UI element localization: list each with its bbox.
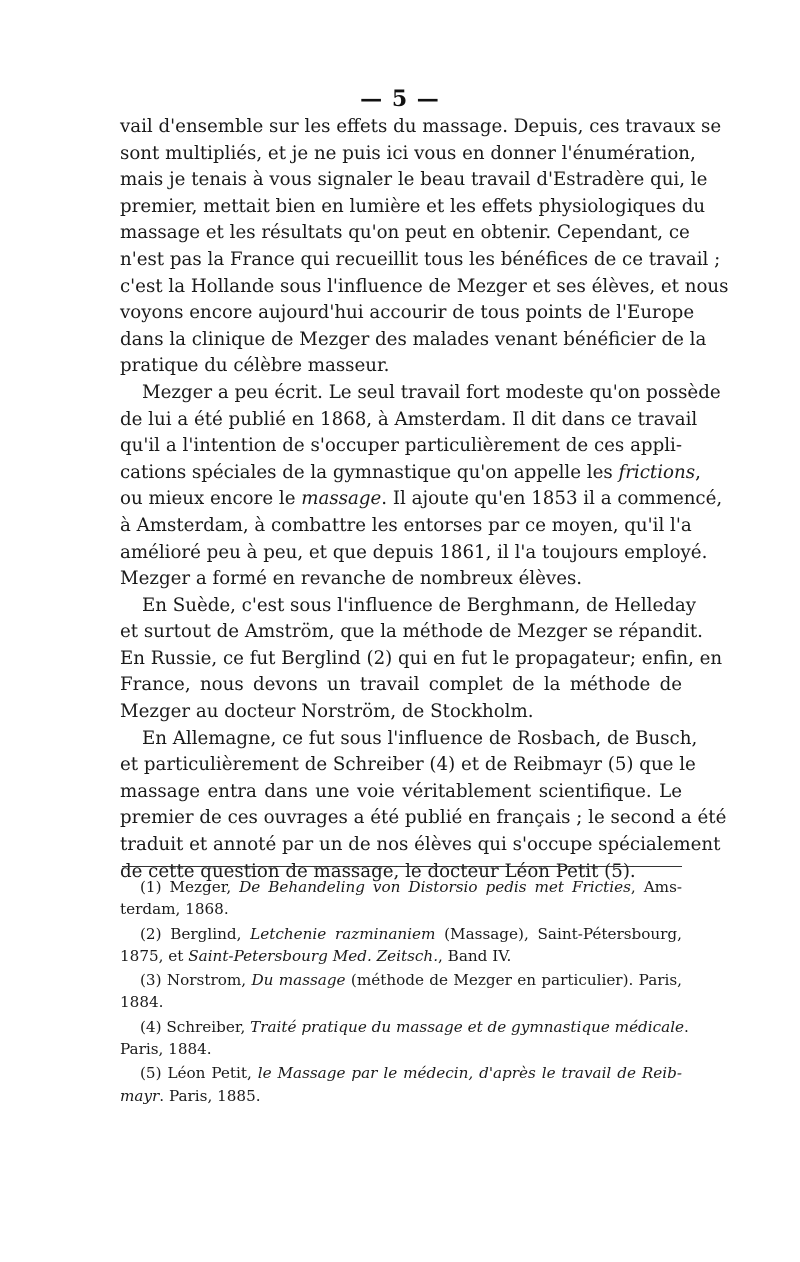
- citation-title: De Behandeling von Distorsio pedis met Fricties: [239, 878, 631, 896]
- body-line: traduit et annoté par un de nos élèves qui s'occupe spécialement: [120, 834, 721, 856]
- body-line: En Allemagne, ce fut sous l'influence de Rosbach, de Busch,: [142, 727, 698, 749]
- body-line: ou mieux encore le massage. Il ajoute qu'en 1853 il a commencé,: [120, 488, 723, 510]
- footnote-line: (4) Schreiber, Traité pratique du massage et de gymnastique médicale.: [140, 1017, 689, 1036]
- citation-title: Letchenie razminaniem: [250, 924, 436, 943]
- body-line: premier de ces ouvrages a été publié en français ; le second a été: [120, 807, 727, 829]
- body-line: En Russie, ce fut Berglind (2) qui en fut le propagateur; enfin, en: [120, 647, 723, 669]
- body-line: voyons encore aujourd'hui accourir de tous points de l'Europe: [120, 302, 695, 324]
- citation-title: mayr: [120, 1086, 160, 1105]
- body-line: c'est la Hollande sous l'influence de Mezger et ses élèves, et nous: [120, 275, 729, 297]
- footnote-line: Paris, 1884.: [120, 1040, 212, 1059]
- body-line: Mezger a peu écrit. Le seul travail fort modeste qu'on possède: [142, 381, 721, 403]
- page-number: — 5 —: [360, 86, 440, 112]
- footnote-line: (3) Norstrom, Du massage (méthode de Mezger en particulier). Paris,: [140, 971, 682, 990]
- footnote-line: (2) Berglind, Letchenie razminaniem (Massage), Saint-Pétersbourg,: [140, 924, 682, 943]
- body-line: de cette question de massage, le docteur Léon Petit (5).: [120, 860, 636, 882]
- footnote: [120, 923, 682, 968]
- body-line: et particulièrement de Schreiber (4) et de Reibmayr (5) que le: [120, 754, 696, 776]
- footnote: [120, 1016, 689, 1061]
- body-line: sont multipliés, et je ne puis ici vous en donner l'énumération,: [120, 142, 696, 164]
- body-line: de lui a été publié en 1868, à Amsterdam. Il dit dans ce travail: [120, 408, 698, 430]
- body-line: amélioré peu à peu, et que depuis 1861, il l'a toujours employé.: [120, 541, 708, 563]
- footnote-line: 1875, et Saint-Petersbourg Med. Zeitsch., Band IV.: [120, 946, 512, 965]
- body-line: pratique du célèbre masseur.: [120, 355, 390, 377]
- body-line: En Suède, c'est sous l'influence de Berghmann, de Helleday: [142, 594, 696, 616]
- footnote: [120, 876, 682, 921]
- body-line: France, nous devons un travail complet de la méthode de: [120, 674, 682, 696]
- body-line: vail d'ensemble sur les effets du massage. Depuis, ces travaux se: [120, 116, 722, 137]
- body-line: n'est pas la France qui recueillit tous les bénéfices de ce travail ;: [120, 248, 721, 270]
- footnote-line: (5) Léon Petit, le Massage par le médecin, d'après le travail de Reib-: [140, 1064, 682, 1083]
- citation-title: Traité pratique du massage et de gymnastique médicale: [250, 1017, 685, 1036]
- body-line: à Amsterdam, à combattre les entorses par ce moyen, qu'il l'a: [120, 514, 692, 536]
- italic-term: massage: [301, 488, 382, 510]
- body-line: et surtout de Amström, que la méthode de Mezger se répandit.: [120, 621, 703, 643]
- body-text: [120, 114, 729, 885]
- body-line: mais je tenais à vous signaler le beau travail d'Estradère qui, le: [120, 169, 708, 191]
- footnote-line: mayr. Paris, 1885.: [120, 1086, 261, 1105]
- footnote: [120, 969, 682, 1014]
- body-line: cations spéciales de la gymnastique qu'on appelle les frictions,: [120, 461, 701, 483]
- citation-title: Saint-Petersbourg Med. Zeitsch.: [188, 946, 439, 965]
- footnotes: [120, 876, 689, 1109]
- footnote-line: terdam, 1868.: [120, 900, 229, 919]
- body-line: massage et les résultats qu'on peut en obtenir. Cependant, ce: [120, 222, 690, 244]
- citation-title: Du massage: [251, 971, 346, 990]
- body-line: massage entra dans une voie véritablement scientifique. Le: [120, 780, 682, 802]
- body-line: Mezger au docteur Norström, de Stockholm.: [120, 701, 534, 723]
- body-line: Mezger a formé en revanche de nombreux élèves.: [120, 568, 583, 590]
- body-line: premier, mettait bien en lumière et les effets physiologiques du: [120, 195, 706, 217]
- body-line: dans la clinique de Mezger des malades venant bénéficier de la: [120, 328, 707, 350]
- footnote-line: (1) Mezger, De Behandeling von Distorsio pedis met Fricties, Ams-: [140, 878, 682, 896]
- italic-term: frictions: [618, 461, 696, 483]
- footnote-line: 1884.: [120, 993, 164, 1012]
- footnote: [120, 1062, 682, 1107]
- citation-title: le Massage par le médecin, d'après le travail de Reib-: [257, 1064, 682, 1083]
- body-line: qu'il a l'intention de s'occuper particulièrement de ces appli-: [120, 435, 682, 457]
- footnote-separator: [122, 866, 682, 867]
